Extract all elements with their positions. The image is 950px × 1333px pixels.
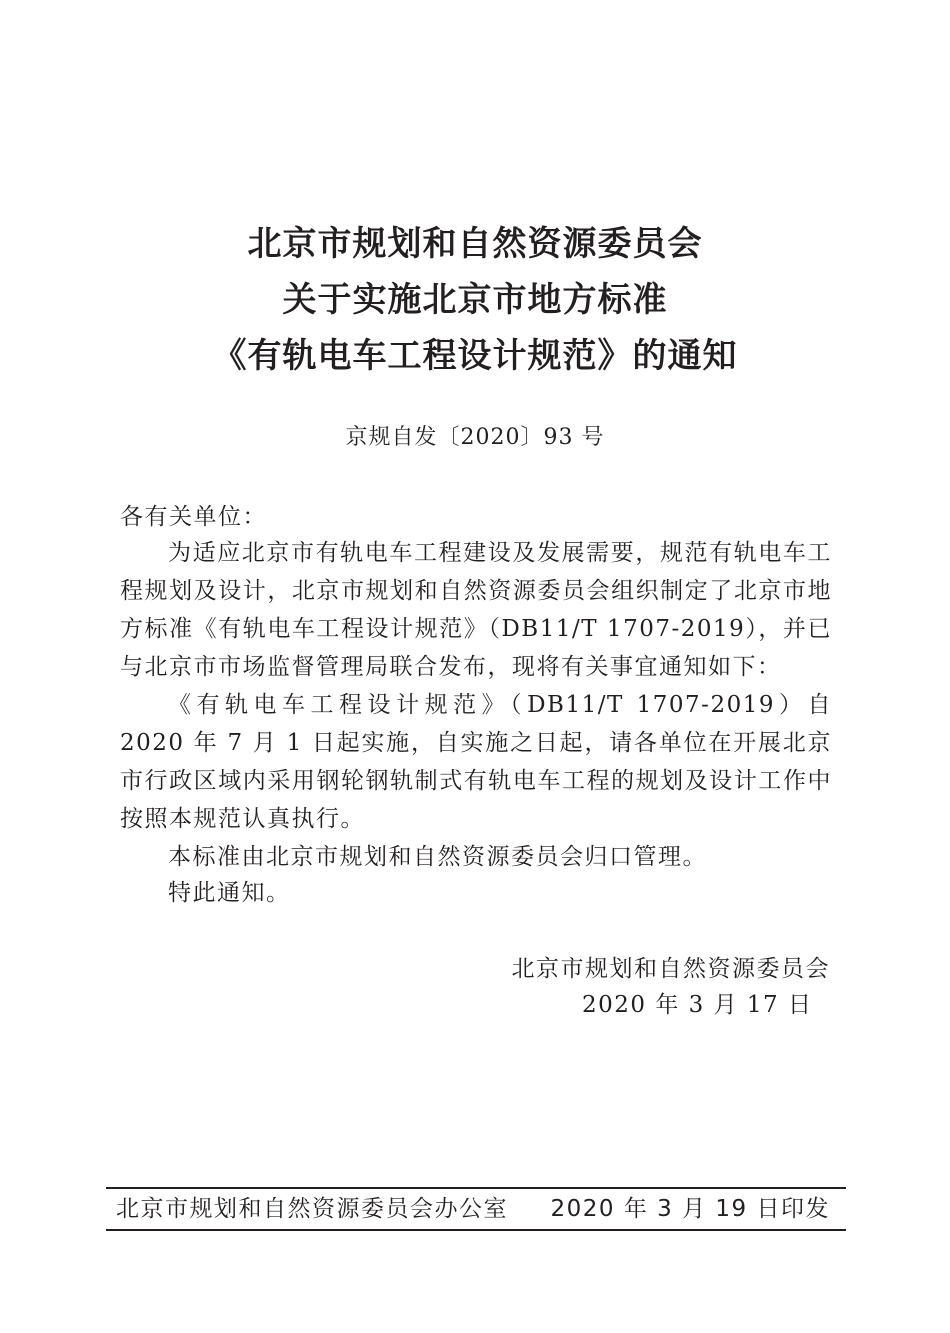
document-number: 京规自发〔2020〕93 号 <box>345 425 605 450</box>
title-line-1: 北京市规划和自然资源委员会 <box>247 224 703 264</box>
signature-date: 2020 年 3 月 17 日 <box>582 992 813 1018</box>
salutation: 各有关单位： <box>120 504 267 530</box>
paragraph-purpose: 为适应北京市有轨电车工程建设及发展需要，规范有轨电车工程规划及设计，北京市规划和自然资源委员会组织制定了北京市地方标准《有轨电车工程设计规范》（DB11/T 1707-2019），并已与北京市市场监督管理局联合发布，现将有关事宜通知如下： <box>120 540 832 680</box>
footer-rule-top <box>106 1187 846 1189</box>
paragraph-implementation: 《有轨电车工程设计规范》（DB11/T 1707-2019）自 2020 年 7 月 1 日起实施，自实施之日起，请各单位在开展北京市行政区域内采用钢轮钢轨制式有轨电车工程的规划及设计工作中按照本规范认真执行。 <box>120 692 832 832</box>
footer-rule-bottom <box>106 1229 846 1231</box>
footer-issuer: 北京市规划和自然资源委员会办公室 <box>116 1196 508 1222</box>
paragraph-closing: 特此通知。 <box>168 880 291 906</box>
paragraph-management: 本标准由北京市规划和自然资源委员会归口管理。 <box>168 844 707 870</box>
signature-organization: 北京市规划和自然资源委员会 <box>511 956 830 982</box>
footer-issue-date: 2020 年 3 月 19 日印发 <box>550 1196 830 1222</box>
title-line-3: 《有轨电车工程设计规范》的通知 <box>212 336 738 376</box>
title-line-2: 关于实施北京市地方标准 <box>282 280 668 320</box>
